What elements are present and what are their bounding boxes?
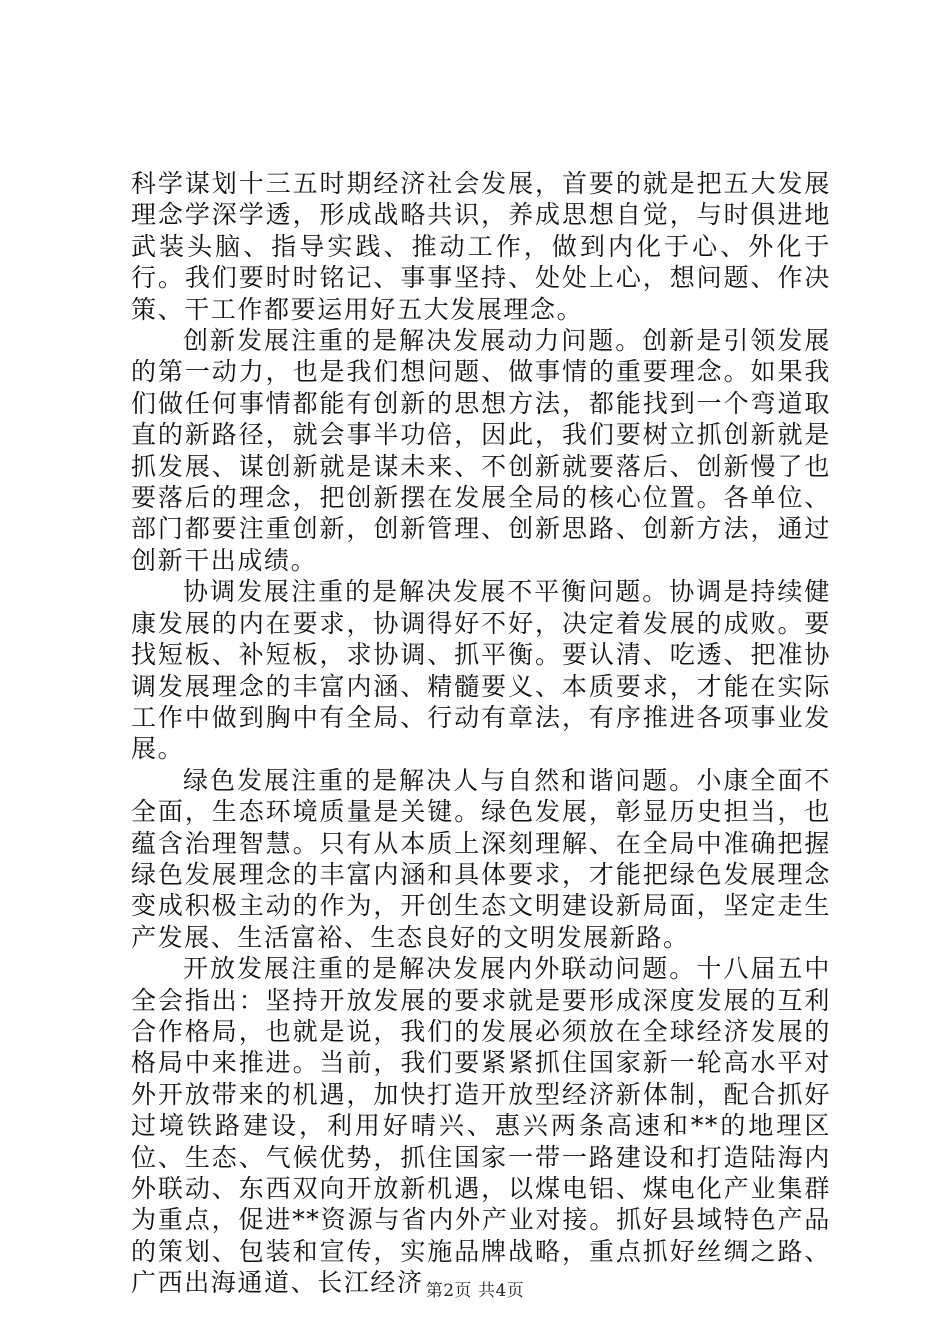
paragraph-intro: 科学谋划十三五时期经济社会发展，首要的就是把五大发展理念学深学透，形成战略共识，养成思想自觉，与时俱进地武装头脑、指导实践、推动工作，做到内化于心、外化于行。我们要时时铭记、事事坚持、处处上心，想问题、作决策、干工作都要运用好五大发展理念。 xyxy=(131,169,831,324)
paragraph-coordination: 协调发展注重的是解决发展不平衡问题。协调是持续健康发展的内在要求，协调得好不好，决定着发展的成败。要找短板、补短板，求协调、抓平衡。要认清、吃透、把准协调发展理念的丰富内涵、精髓要义、本质要求，才能在实际工作中做到胸中有全局、行动有章法，有序推进各项事业发展。 xyxy=(131,577,831,764)
document-body xyxy=(131,168,831,1299)
paragraph-green: 绿色发展注重的是解决人与自然和谐问题。小康全面不全面，生态环境质量是关键。绿色发展，彰显历史担当，也蕴含治理智慧。只有从本质上深刻理解、在全局中准确把握绿色发展理念的丰富内涵和具体要求，才能把绿色发展理念变成积极主动的作为，开创生态文明建设新局面，坚定走生产发展、生活富裕、生态良好的文明发展新路。 xyxy=(131,765,831,952)
page-number-footer: 第2页 共4页 xyxy=(425,1281,525,1301)
paragraph-openness: 开放发展注重的是解决发展内外联动问题。十八届五中全会指出：坚持开放发展的要求就是要形成深度发展的互利合作格局，也就是说，我们的发展必须放在全球经济发展的格局中来推进。当前，我们要紧紧抓住国家新一轮高水平对外开放带来的机遇，加快打造开放型经济新体制，配合抓好过境铁路建设，利用好晴兴、惠兴两条高速和**的地理区位、生态、气候优势，抓住国家一带一路建设和打造陆海内外联动、东西双向开放新机遇，以煤电铝、煤电化产业集群为重点，促进**资源与省内外产业对接。抓好县域特色产品的策划、包装和宣传，实施品牌战略，重点抓好丝绸之路、广西出海通道、长江经济 xyxy=(131,954,831,1298)
paragraph-innovation: 创新发展注重的是解决发展动力问题。创新是引领发展的第一动力，也是我们想问题、做事情的重要理念。如果我们做任何事情都能有创新的思想方法，都能找到一个弯道取直的新路径，就会事半功倍，因此，我们要树立抓创新就是抓发展、谋创新就是谋未来、不创新就要落后、创新慢了也要落后的理念，把创新摆在发展全局的核心位置。各单位、部门都要注重创新，创新管理、创新思路、创新方法，通过创新干出成绩。 xyxy=(131,326,831,575)
